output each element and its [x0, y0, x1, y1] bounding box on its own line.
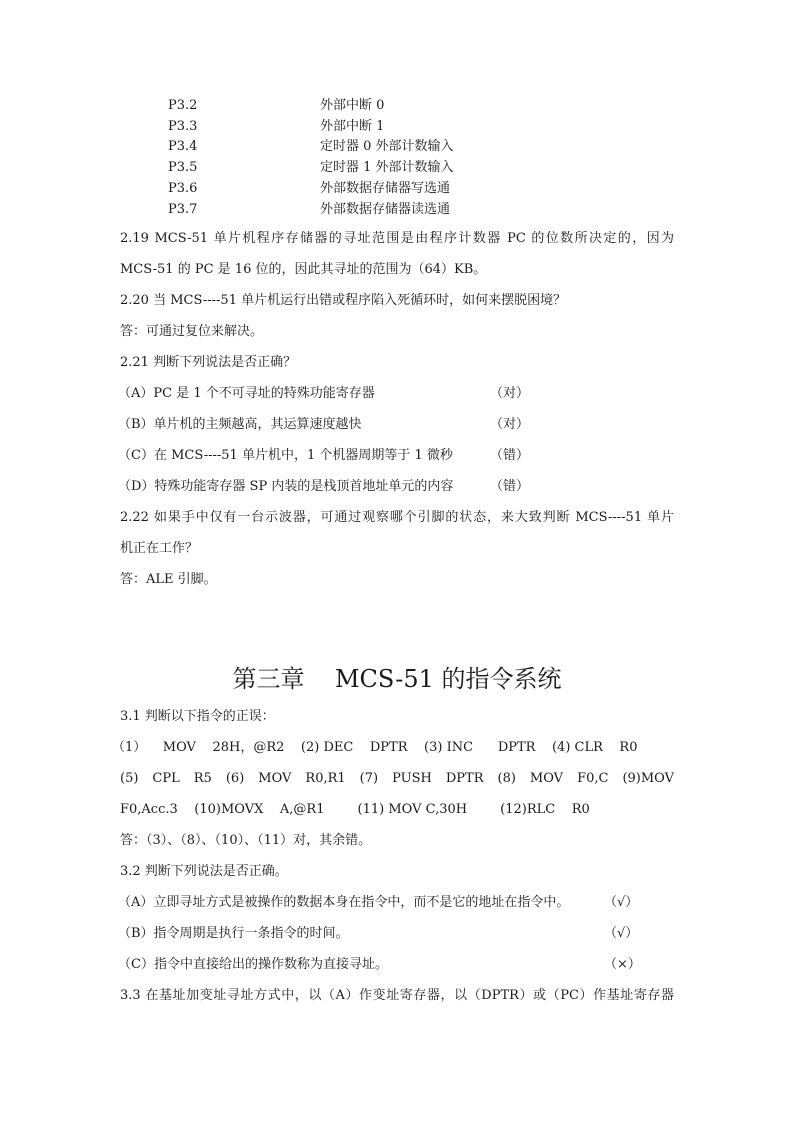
q32-option-a-mark: （√） [604, 895, 639, 910]
pin-name: P3.6 [168, 181, 198, 196]
q222-line1: 2.22 如果手中仅有一台示波器，可通过观察哪个引脚的状态，来大致判断 MCS----51 单片 [120, 510, 674, 525]
pin-name: P3.4 [168, 139, 198, 154]
pin-name: P3.7 [168, 202, 198, 217]
q221-option-c: （C）在 MCS----51 单片机中，1 个机器周期等于 1 微秒 [118, 448, 453, 463]
q221-option-b-mark: （对） [490, 417, 530, 432]
pin-desc: 定时器 0 外部计数输入 [320, 139, 454, 154]
q220-answer: 答：可通过复位来解决。 [120, 324, 264, 339]
q31-instr-line1: （1） MOV 28H，@R2 (2) DEC DPTR (3) INC DPTR (4) CLR R0 [112, 740, 638, 755]
q33-line1: 3.3 在基址加变址寻址方式中，以（A）作变址寄存器，以（DPTR）或（PC）作基址寄存器 [120, 988, 674, 1003]
q220-question: 2.20 当 MCS----51 单片机运行出错或程序陷入死循环时，如何来摆脱困境？ [120, 293, 567, 308]
pin-desc: 外部数据存储器读选通 [320, 202, 451, 217]
q222-line2: 机正在工作？ [120, 541, 199, 556]
q221-option-c-mark: （错） [490, 448, 530, 463]
q32-question: 3.2 判断下列说法是否正确。 [120, 864, 288, 879]
q221-option-b: （B）单片机的主频越高，其运算速度越快 [118, 417, 362, 432]
q221-option-a-mark: （对） [490, 386, 530, 401]
q32-option-c-mark: （×） [604, 957, 641, 972]
q31-question: 3.1 判断以下指令的正误： [120, 709, 275, 724]
q31-instr-line3: F0,Acc.3 (10)MOVX A,@R1 (11) MOV C,30H (12)RLC R0 [120, 802, 590, 817]
q221-option-d: （D）特殊功能寄存器 SP 内装的是栈顶首地址单元的内容 [118, 479, 454, 494]
q32-option-b: （B）指令周期是执行一条指令的时间。 [118, 926, 349, 941]
pin-desc: 定时器 1 外部计数输入 [320, 160, 454, 175]
q221-option-d-mark: （错） [490, 479, 530, 494]
chapter-title: 第三章 MCS-51 的指令系统 [232, 665, 562, 693]
pin-name: P3.2 [168, 98, 198, 113]
q32-option-a: （A）立即寻址方式是被操作的数据本身在指令中，而不是它的地址在指令中。 [118, 895, 570, 910]
pin-name: P3.5 [168, 160, 198, 175]
pin-name: P3.3 [168, 119, 198, 134]
q219-line1: 2.19 MCS-51 单片机程序存储器的寻址范围是由程序计数器 PC 的位数所决定的，因为 [120, 231, 674, 246]
q31-answer: 答：（3）、（8）、（10）、（11）对，其余错。 [120, 833, 372, 848]
q31-instr-line2: (5) CPL R5 (6) MOV R0,R1 (7) PUSH DPTR (8) MOV F0,C (9)MOV [120, 771, 674, 786]
pin-desc: 外部中断 0 [320, 98, 385, 113]
pin-desc: 外部数据存储器写选通 [320, 181, 451, 196]
q221-option-a: （A）PC 是 1 个不可寻址的特殊功能寄存器 [118, 386, 375, 401]
q222-answer: 答：ALE 引脚。 [120, 572, 217, 587]
q32-option-b-mark: （√） [604, 926, 639, 941]
q32-option-c: （C）指令中直接给出的操作数称为直接寻址。 [118, 957, 388, 972]
q219-line2: MCS-51 的 PC 是 16 位的，因此其寻址的范围为（64）KB。 [120, 262, 487, 277]
pin-desc: 外部中断 1 [320, 119, 385, 134]
q221-question: 2.21 判断下列说法是否正确？ [120, 355, 297, 370]
